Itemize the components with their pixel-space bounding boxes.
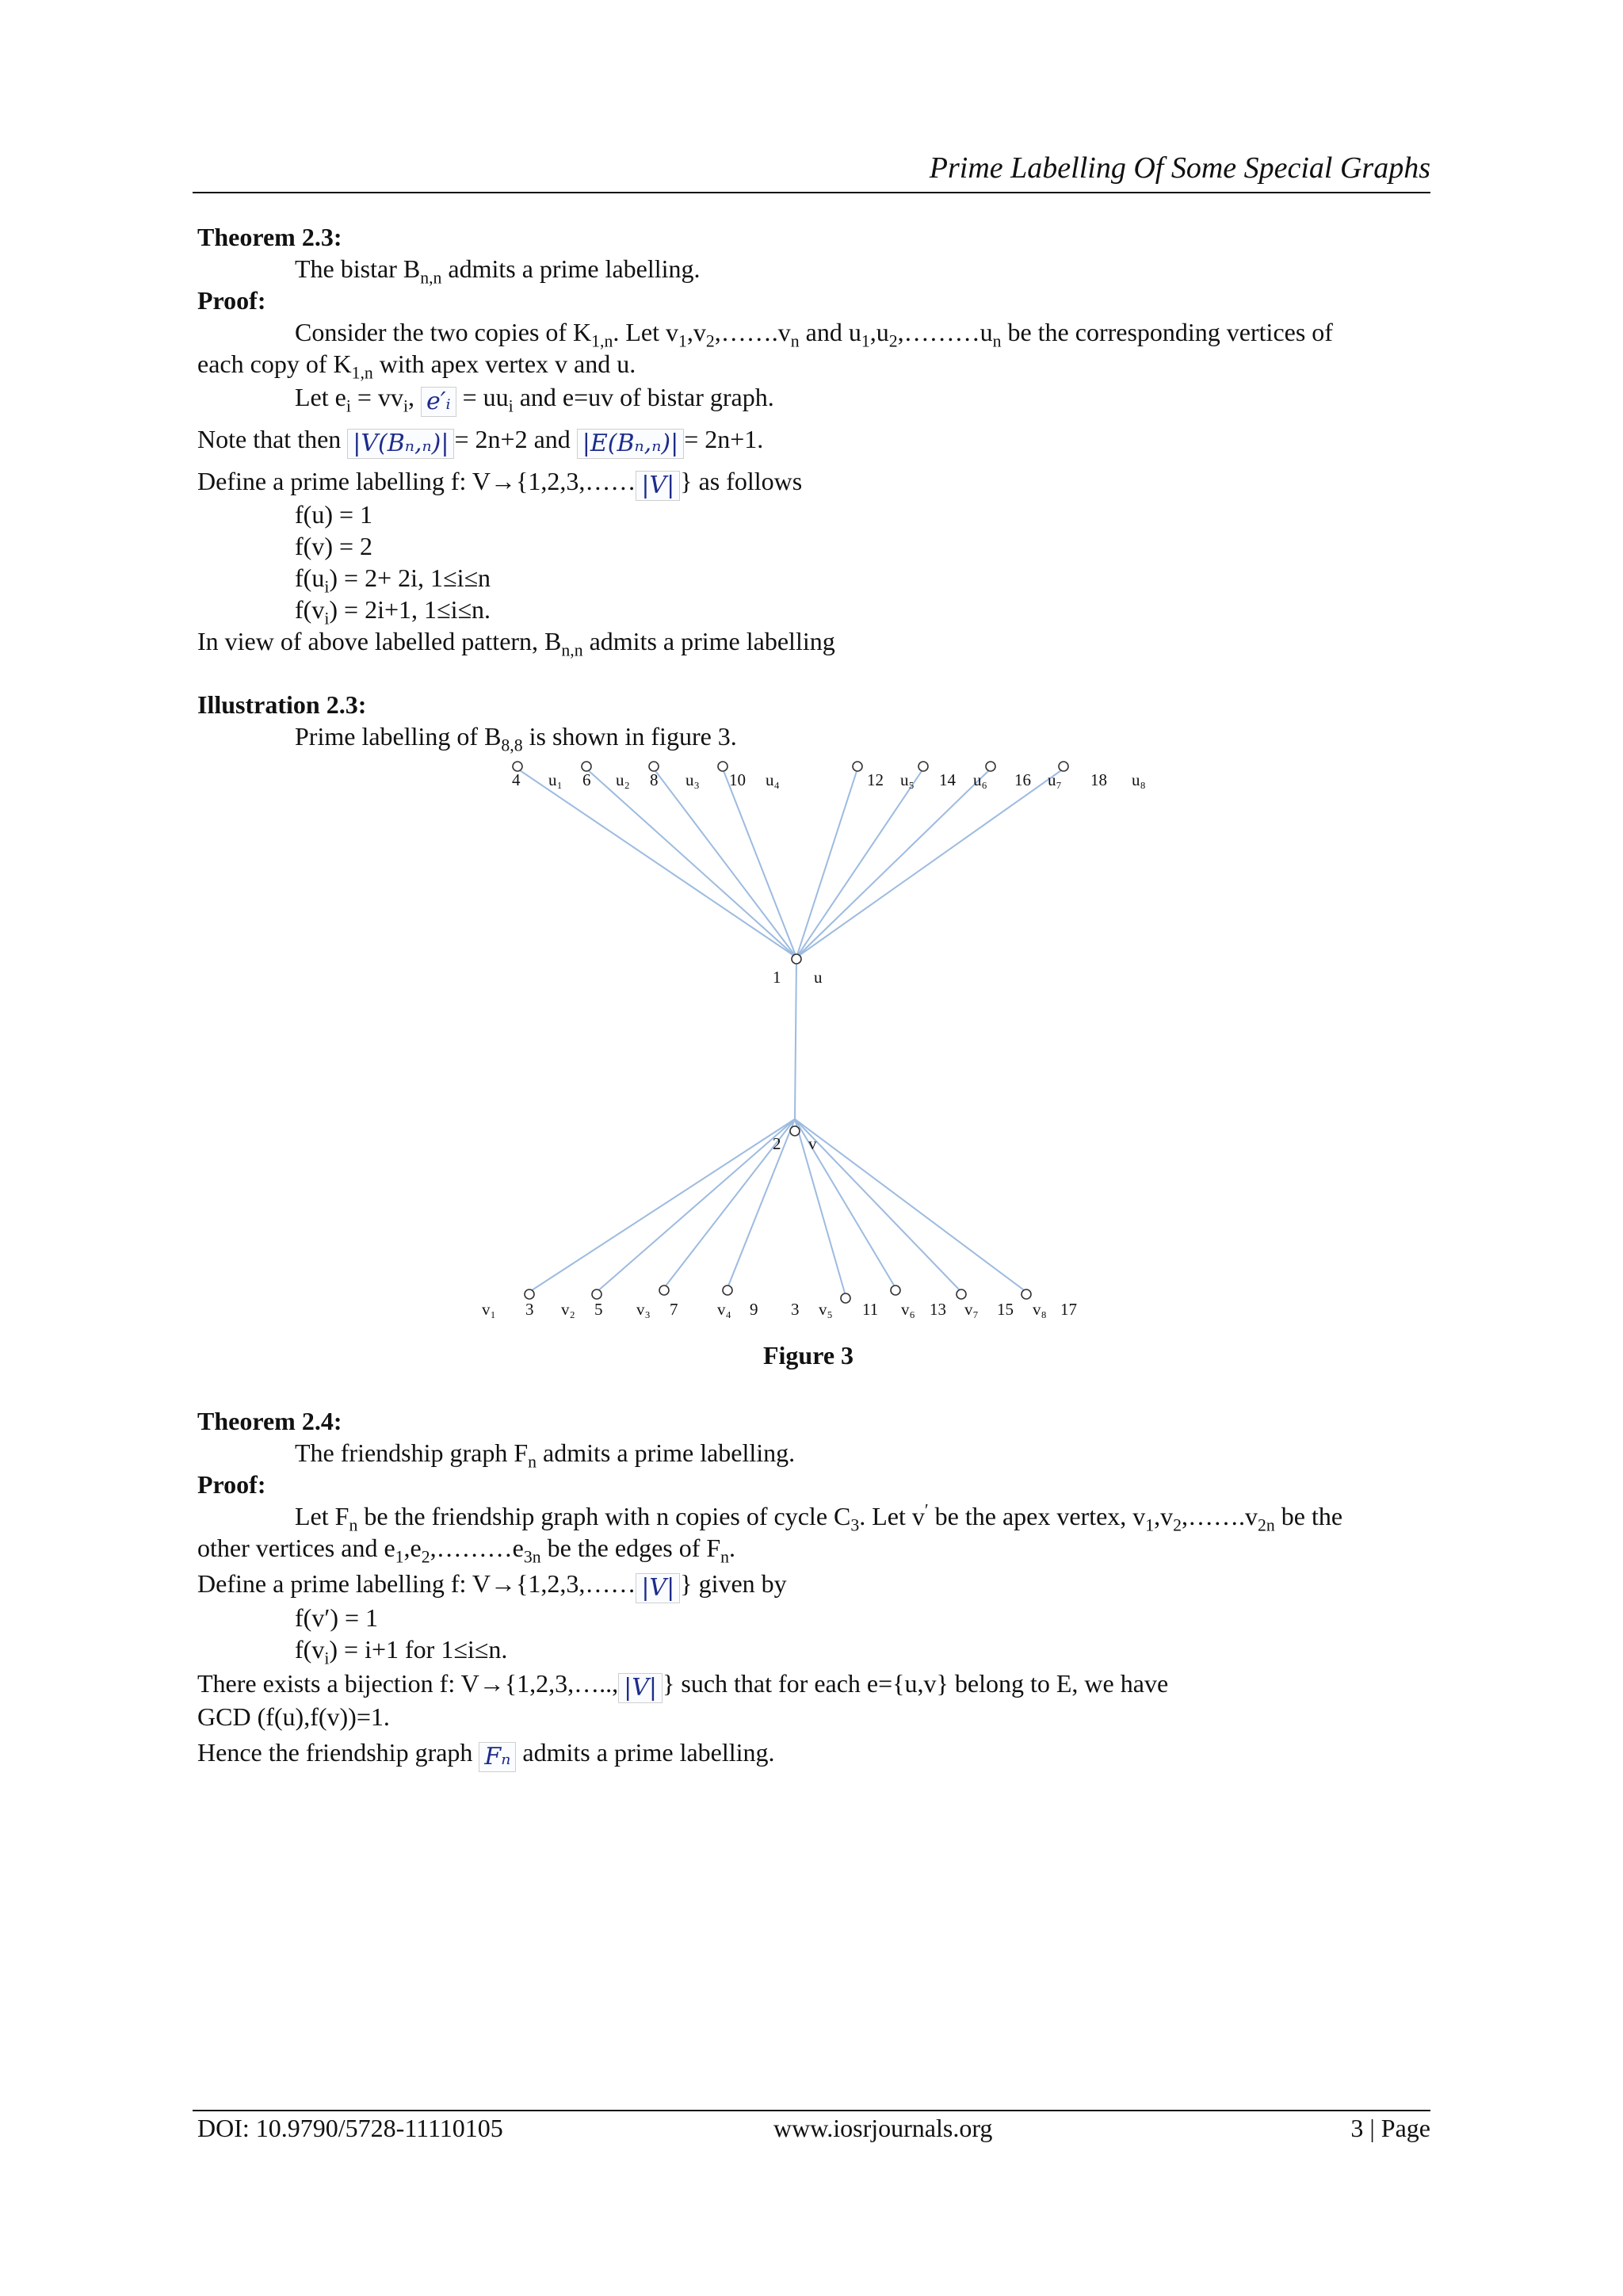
vertex-set-size-image: |V| [636,471,680,501]
edge-v-5 [597,1119,795,1292]
theorem-2-3-heading: Theorem 2.3: [197,223,342,251]
proof-line-2: each copy of $K_{1,n}$ with apex vertex v and u. [197,350,636,383]
labelling-fv-prime: f(v′) = 1 [295,1603,379,1632]
bottom-labels [482,1300,1077,1319]
label-center-v: v [808,1134,817,1153]
labelling-fvi: $f(v_i) = 2i+1$, 1≤i≤n. [295,595,491,628]
edge-prime-formula-image: e′ᵢ [421,387,456,417]
header-rule [193,192,1430,193]
vertex-count-formula-image: |V(Bₙ,ₙ)| [347,429,454,459]
footer-rule [193,2110,1430,2111]
edge-u-12 [796,769,857,957]
label-6: 6 [582,770,591,789]
edge-u-14 [796,769,923,957]
label-u5: u₅ [900,770,915,789]
label-v3: v₃ [636,1300,651,1319]
label-u3: u₃ [685,770,700,789]
edge-u-10 [723,769,796,957]
vertex-u [792,954,801,964]
edge-v-9 [727,1119,795,1288]
running-title: Prime Labelling Of Some Special Graphs [929,151,1430,185]
labelling-fui: $f(u_i) = 2+ 2i$, 1≤i≤n [295,563,491,597]
proof-2-line-2: other vertices and $e_1,e_2,\dots\dots\dots e_{3n}$ be the edges of $F_n$. [197,1534,736,1567]
vertex-set-size-image-2: |V| [636,1573,680,1603]
label-u4: u₄ [766,770,780,789]
label-u6: u₆ [973,770,987,789]
label-u7: u₇ [1048,770,1062,789]
label-v6: v₆ [901,1300,915,1319]
figure-vertices [513,762,1068,1303]
label-5: 5 [594,1300,603,1319]
label-u1: u₁ [548,770,563,789]
edge-u-8 [654,769,796,957]
friendship-symbol-image: Fₙ [479,1742,516,1772]
proof-conclusion: In view of above labelled pattern, $B_{n,n}$ admits a prime labelling [197,627,835,660]
vertex-set-size-image-3: |V| [618,1673,663,1703]
edge-v-3a [529,1119,795,1292]
proof-line-4: Note that then |V(Bₙ,ₙ)| = 2n+2 and |E(Bₙ,ₙ)| = 2n+1. [197,425,764,457]
figure-caption: Figure 3 [762,1341,854,1370]
label-u8: u₈ [1132,770,1146,789]
edge-u-16 [796,769,991,957]
labelling-fu: f(u) = 1 [295,500,373,529]
edge-v-15 [795,1119,1026,1292]
label-u2: u₂ [616,770,630,789]
label-18: 18 [1090,770,1107,789]
label-3a: 3 [525,1300,534,1319]
vertex-v6 [891,1286,900,1295]
vertex-v4 [723,1286,732,1295]
vertex-v7 [957,1289,966,1299]
proof-line-1: Consider the two copies of $K_{1,n}$. Let $v_1,v_2,\dots\dots.v_n$ and $u_1,u_2,\dots\dots\dots u_n$ be the corresponding vertices of [295,318,1333,351]
label-13: 13 [930,1300,946,1319]
vertex-u6 [918,762,928,771]
proof-2-line-4: There exists a bijection f: V→{1,2,3,….., |V| } such that for each e={u,v} belong to E, we have [197,1669,1169,1702]
footer-page-number: 3 | Page [1350,2114,1430,2142]
label-15: 15 [997,1300,1014,1319]
edge-u-v [795,957,796,1119]
label-v2: v₂ [561,1300,575,1319]
center-labels [773,968,823,1153]
vertex-v3 [659,1286,669,1295]
label-center-2: 2 [773,1134,781,1153]
label-12: 12 [867,770,884,789]
bistar-figure [428,741,1189,1328]
label-14: 14 [939,770,956,789]
label-16: 16 [1014,770,1031,789]
label-11: 11 [862,1300,879,1319]
label-8: 8 [650,770,659,789]
figure-edges [517,769,1064,1296]
edge-u-4 [517,769,796,957]
label-3b: 3 [791,1300,800,1319]
illustration-2-3-heading: Illustration 2.3: [197,690,367,719]
label-center-u: u [814,968,823,987]
label-17: 17 [1060,1300,1077,1319]
edge-u-6 [586,769,796,957]
label-v8: v₈ [1033,1300,1047,1319]
proof-2-line-3: Define a prime labelling f: V→{1,2,3,…… |V| } given by [197,1569,787,1602]
proof-line-3: Let $e_i = vv_i$, e′ᵢ = $uu_i$ and e=uv of bistar graph. [295,383,774,416]
edge-u-18 [796,769,1064,957]
label-4: 4 [512,770,521,789]
illustration-2-3-text: Prime labelling of $B_{8,8}$ is shown in figure 3. [295,722,737,755]
vertex-u5 [853,762,862,771]
label-7: 7 [670,1300,678,1319]
label-v1: v₁ [482,1300,496,1319]
footer-site[interactable]: www.iosrjournals.org [773,2114,993,2142]
theorem-2-4-statement: The friendship graph $F_n$ admits a prime labelling. [295,1438,796,1472]
edge-count-formula-image: |E(Bₙ,ₙ)| [577,429,684,459]
label-center-1: 1 [773,968,781,987]
vertex-v8 [1022,1289,1031,1299]
theorem-2-3-statement: The bistar $B_{n,n}$ admits a prime labelling. [295,254,701,288]
proof-2-line-6: Hence the friendship graph Fₙ admits a prime labelling. [197,1738,775,1771]
vertex-v5 [841,1293,850,1303]
proof-2-heading: Proof: [197,1470,266,1499]
label-10: 10 [729,770,746,789]
proof-2-line-5: GCD (f(u),f(v))=1. [197,1702,390,1731]
label-v7: v₇ [964,1300,979,1319]
labelling-fv: f(v) = 2 [295,532,373,560]
footer-doi: DOI: 10.9790/5728-11110105 [197,2114,503,2142]
vertex-u4 [718,762,727,771]
label-v5: v₅ [819,1300,833,1319]
proof-2-line-1: Let $F_n$ be the friendship graph with n copies of cycle $C_3$. Let v′ be the apex vertex, $v_1,v_2,\dots\dots.v_{2n}$ be the [295,1500,1343,1535]
vertex-v2 [592,1289,601,1299]
proof-heading: Proof: [197,286,266,315]
label-9: 9 [750,1300,758,1319]
label-v4: v₄ [717,1300,731,1319]
vertex-v1 [525,1289,534,1299]
vertex-v [790,1126,800,1136]
theorem-2-4-heading: Theorem 2.4: [197,1407,342,1435]
proof-line-5: Define a prime labelling f: V→{1,2,3,…… |V| } as follows [197,467,803,499]
labelling-fvi-2: $f(v_i) = i+1$ for 1≤i≤n. [295,1635,508,1668]
